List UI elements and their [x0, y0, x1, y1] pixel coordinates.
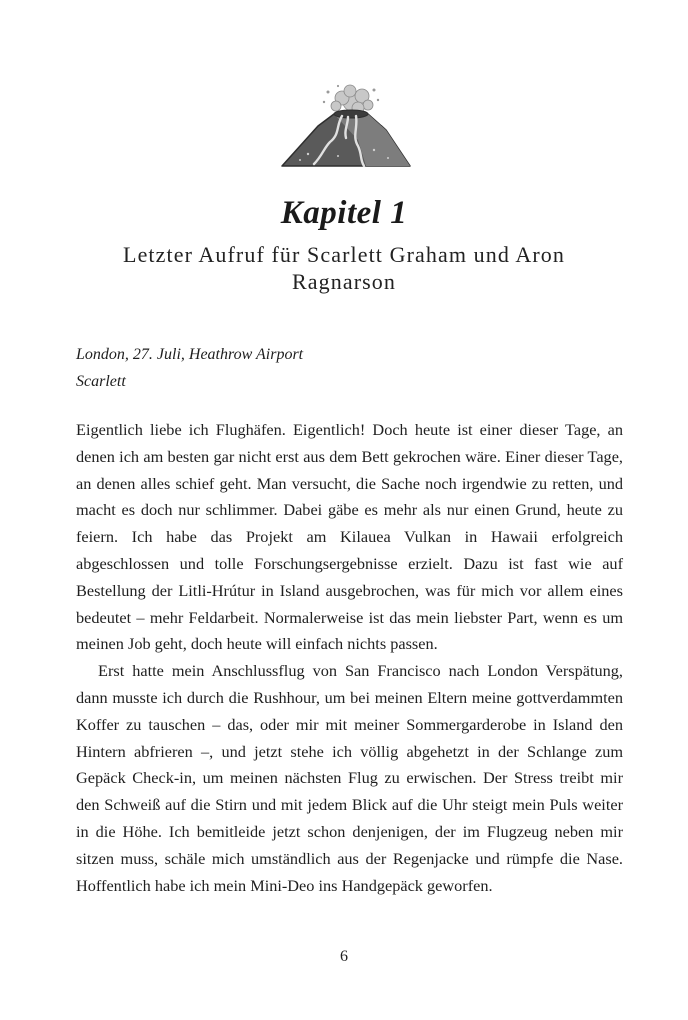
narrator-line: Scarlett	[76, 373, 126, 390]
chapter-title: Kapitel 1	[280, 195, 408, 231]
body-text	[76, 417, 623, 899]
volcano-illustration	[278, 80, 414, 172]
chapter-meta	[76, 341, 616, 395]
location-line: London, 27. Juli, Heathrow Airport	[76, 346, 304, 363]
chapter-subtitle: Letzter Aufruf für Scarlett Graham und Aron Ragnarson	[123, 242, 565, 294]
paragraph: Eigentlich liebe ich Flughäfen. Eigentlich! Doch heute ist einer dieser Tage, an denen ich am besten gar nicht erst aus dem Bett gekrochen wäre. Einer dieser Tage, an denen alles schief geht. Man versucht, die Sache noch irgendwie zu retten, und macht es doch nur schlimmer. Dabei gäbe es mehr als nur einen Grund, heute zu feiern. Ich habe das Projekt am Kilauea Vulkan in Hawaii erfolgreich abgeschlossen und tolle Forschungsergebnisse erzielt. Dazu ist fast wie auf Bestellung der Litli-Hrútur in Island ausgebrochen, was für mich vor allem eines bedeutet – mehr Feldarbeit. Normalerweise ist das mein liebster Part, wenn es um meinen Job geht, doch heute will einfach nichts passen.	[76, 420, 623, 654]
paragraph: Erst hatte mein Anschlussflug von San Francisco nach London Verspätung, dann musste ich durch die Rushhour, um bei meinen Eltern meine gottverdammten Koffer zu tauschen – das, oder mir mit meiner Sommergarderobe in Island den Hintern abfrieren –, und jetzt stehe ich völlig abgehetzt in der Schlange zum Gepäck Check-in, um meinen nächsten Flug zu erwischen. Der Stress treibt mir den Schweiß auf die Stirn und mit jedem Blick auf die Uhr steigt mein Puls weiter in die Höhe. Ich bemitleide jetzt schon denjenigen, der im Flugzeug neben mir sitzen muss, schäle mich umständlich aus der Regenjacke und rümpfe die Nase. Hoffentlich habe ich mein Mini-Deo ins Handgepäck geworfen.	[76, 661, 623, 895]
page-number: 6	[340, 948, 348, 965]
